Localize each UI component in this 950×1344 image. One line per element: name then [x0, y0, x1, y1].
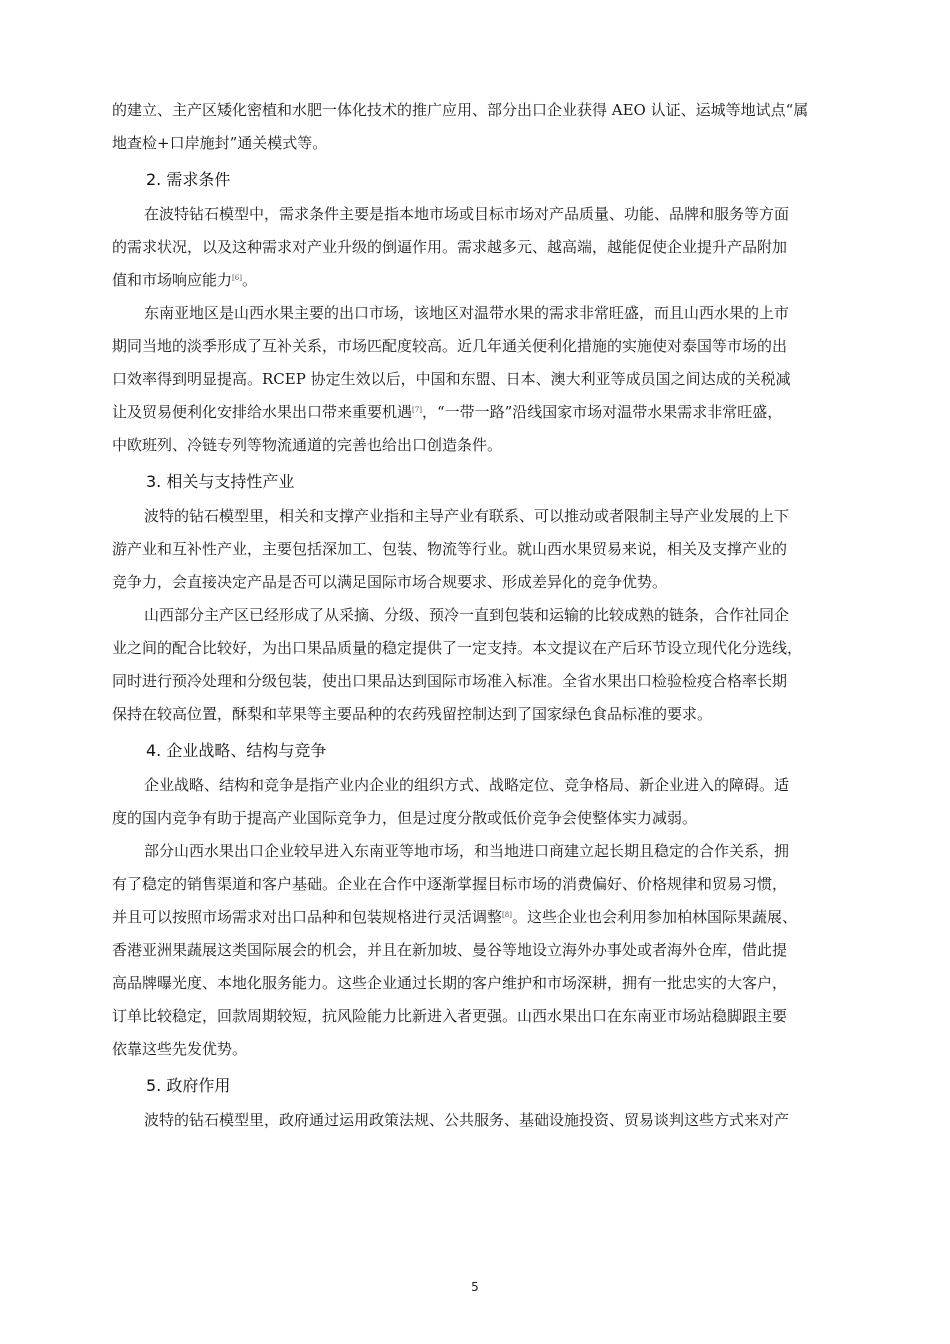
text-line	[112, 1033, 862, 1066]
text-line	[112, 967, 862, 1000]
text-line	[112, 429, 862, 462]
line-text: 波特的钻石模型里，相关和支撑产业指和主导产业有联系、可以推动或者限制主导产业发展的上下	[144, 507, 790, 525]
citation-ref: [7]	[412, 406, 422, 414]
line-text: 东南亚地区是山西水果主要的出口市场，该地区对温带水果的需求非常旺盛，而且山西水果的上市	[144, 304, 790, 322]
line-text: 有了稳定的销售渠道和客户基础。企业在合作中逐渐掌握目标市场的消费偏好、价格规律和贸易习惯，	[112, 875, 788, 893]
line-text: 让及贸易便利化安排给水果出口带来重要机遇	[112, 403, 413, 421]
citation-ref: [6]	[232, 274, 242, 282]
citation-ref: [8]	[502, 911, 512, 919]
page-number: 5	[471, 1280, 479, 1294]
paragraph	[112, 500, 862, 599]
text-line	[112, 934, 862, 967]
line-text-continued: ，“一带一路”沿线国家市场对温带水果需求非常旺盛，	[421, 403, 783, 421]
line-text: 同时进行预冷处理和分级包装，使出口果品达到国际市场准入标准。全省水果出口检验检疫合格率长期	[112, 672, 788, 690]
line-text-continued: 。这些企业也会利用参加柏林国际果蔬展、	[511, 908, 797, 926]
line-text: 期同当地的淡季形成了互补关系，市场匹配度较高。近几年通关便利化措施的实施使对泰国等市场的出	[112, 337, 788, 355]
text-line	[112, 599, 862, 632]
text-line	[112, 665, 862, 698]
text-line	[112, 769, 862, 802]
body-text	[112, 94, 862, 1137]
paragraph	[112, 1104, 862, 1137]
text-line	[112, 835, 862, 868]
line-text: 值和市场响应能力	[112, 271, 233, 289]
line-text: 口效率得到明显提高。RCEP 协定生效以后，中国和东盟、日本、澳大利亚等成员国之间达成的关税减	[112, 370, 791, 388]
section-heading: 4. 企业战略、结构与竞争	[146, 741, 327, 760]
text-line	[112, 802, 862, 835]
paragraph	[112, 297, 862, 462]
text-line	[112, 297, 862, 330]
line-text: 山西部分主产区已经形成了从采摘、分级、预冷一直到包装和运输的比较成熟的链条，合作社同企	[144, 606, 790, 624]
text-line	[112, 330, 862, 363]
text-line	[112, 396, 862, 429]
line-text: 度的国内竞争有助于提高产业国际竞争力，但是过度分散或低价竞争会使整体实力减弱。	[112, 809, 698, 827]
line-text: 保持在较高位置，酥梨和苹果等主要品种的农药残留控制达到了国家绿色食品标准的要求。	[112, 705, 713, 723]
section-heading: 5. 政府作用	[146, 1076, 231, 1095]
text-line	[112, 198, 862, 231]
text-line	[112, 363, 862, 396]
intro-line: 的建立、主产区矮化密植和水肥一体化技术的推广应用、部分出口企业获得 AEO 认证、运城等地试点“属	[112, 101, 809, 119]
text-line	[112, 698, 862, 731]
text-line	[112, 500, 862, 533]
line-text: 企业战略、结构和竞争是指产业内企业的组织方式、战略定位、竞争格局、新企业进入的障碍。适	[144, 776, 790, 794]
sections-container	[112, 162, 862, 1137]
text-line	[112, 231, 862, 264]
section-heading: 3. 相关与支持性产业	[146, 472, 295, 491]
text-line	[112, 533, 862, 566]
line-text: 部分山西水果出口企业较早进入东南亚等地市场，和当地进口商建立起长期且稳定的合作关系，拥	[144, 842, 790, 860]
line-text: 竞争力，会直接决定产品是否可以满足国际市场合规要求、形成差异化的竞争优势。	[112, 573, 668, 591]
text-line	[112, 566, 862, 599]
paragraph	[112, 599, 862, 731]
line-text: 在波特钻石模型中，需求条件主要是指本地市场或目标市场对产品质量、功能、品牌和服务等方面	[144, 205, 790, 223]
paragraph	[112, 769, 862, 835]
section-heading: 2. 需求条件	[146, 170, 231, 189]
intro-line: 地查检+口岸施封”通关模式等。	[112, 134, 328, 152]
text-line	[112, 868, 862, 901]
line-text: 的需求状况，以及这种需求对产业升级的倒逼作用。需求越多元、越高端，越能促使企业提升产品附加	[112, 238, 788, 256]
line-text: 波特的钻石模型里，政府通过运用政策法规、公共服务、基础设施投资、贸易谈判这些方式来对产	[144, 1111, 790, 1129]
line-text: 订单比较稳定，回款周期较短，抗风险能力比新进入者更强。山西水果出口在东南亚市场站稳脚跟主要	[112, 1007, 788, 1025]
line-text: 业之间的配合比较好，为出口果品质量的稳定提供了一定支持。本文提议在产后环节设立现代化分选线，	[112, 639, 803, 657]
paragraph	[112, 835, 862, 1066]
text-line	[112, 632, 862, 665]
line-text: 高品牌曝光度、本地化服务能力。这些企业通过长期的客户维护和市场深耕，拥有一批忠实的大客户，	[112, 974, 788, 992]
line-text: 香港亚洲果蔬展这类国际展会的机会，并且在新加坡、曼谷等地设立海外办事处或者海外仓库，借此提	[112, 941, 788, 959]
text-line	[112, 1000, 862, 1033]
line-text: 中欧班列、冷链专列等物流通道的完善也给出口创造条件。	[112, 436, 503, 454]
text-line	[112, 264, 862, 297]
line-text: 依靠这些先发优势。	[112, 1040, 248, 1058]
line-text-continued: 。	[241, 271, 257, 289]
text-line	[112, 901, 862, 934]
text-line	[112, 1104, 862, 1137]
paragraph	[112, 198, 862, 297]
line-text: 并且可以按照市场需求对出口品种和包装规格进行灵活调整	[112, 908, 503, 926]
line-text: 游产业和互补性产业，主要包括深加工、包装、物流等行业。就山西水果贸易来说，相关及支撑产业的	[112, 540, 788, 558]
